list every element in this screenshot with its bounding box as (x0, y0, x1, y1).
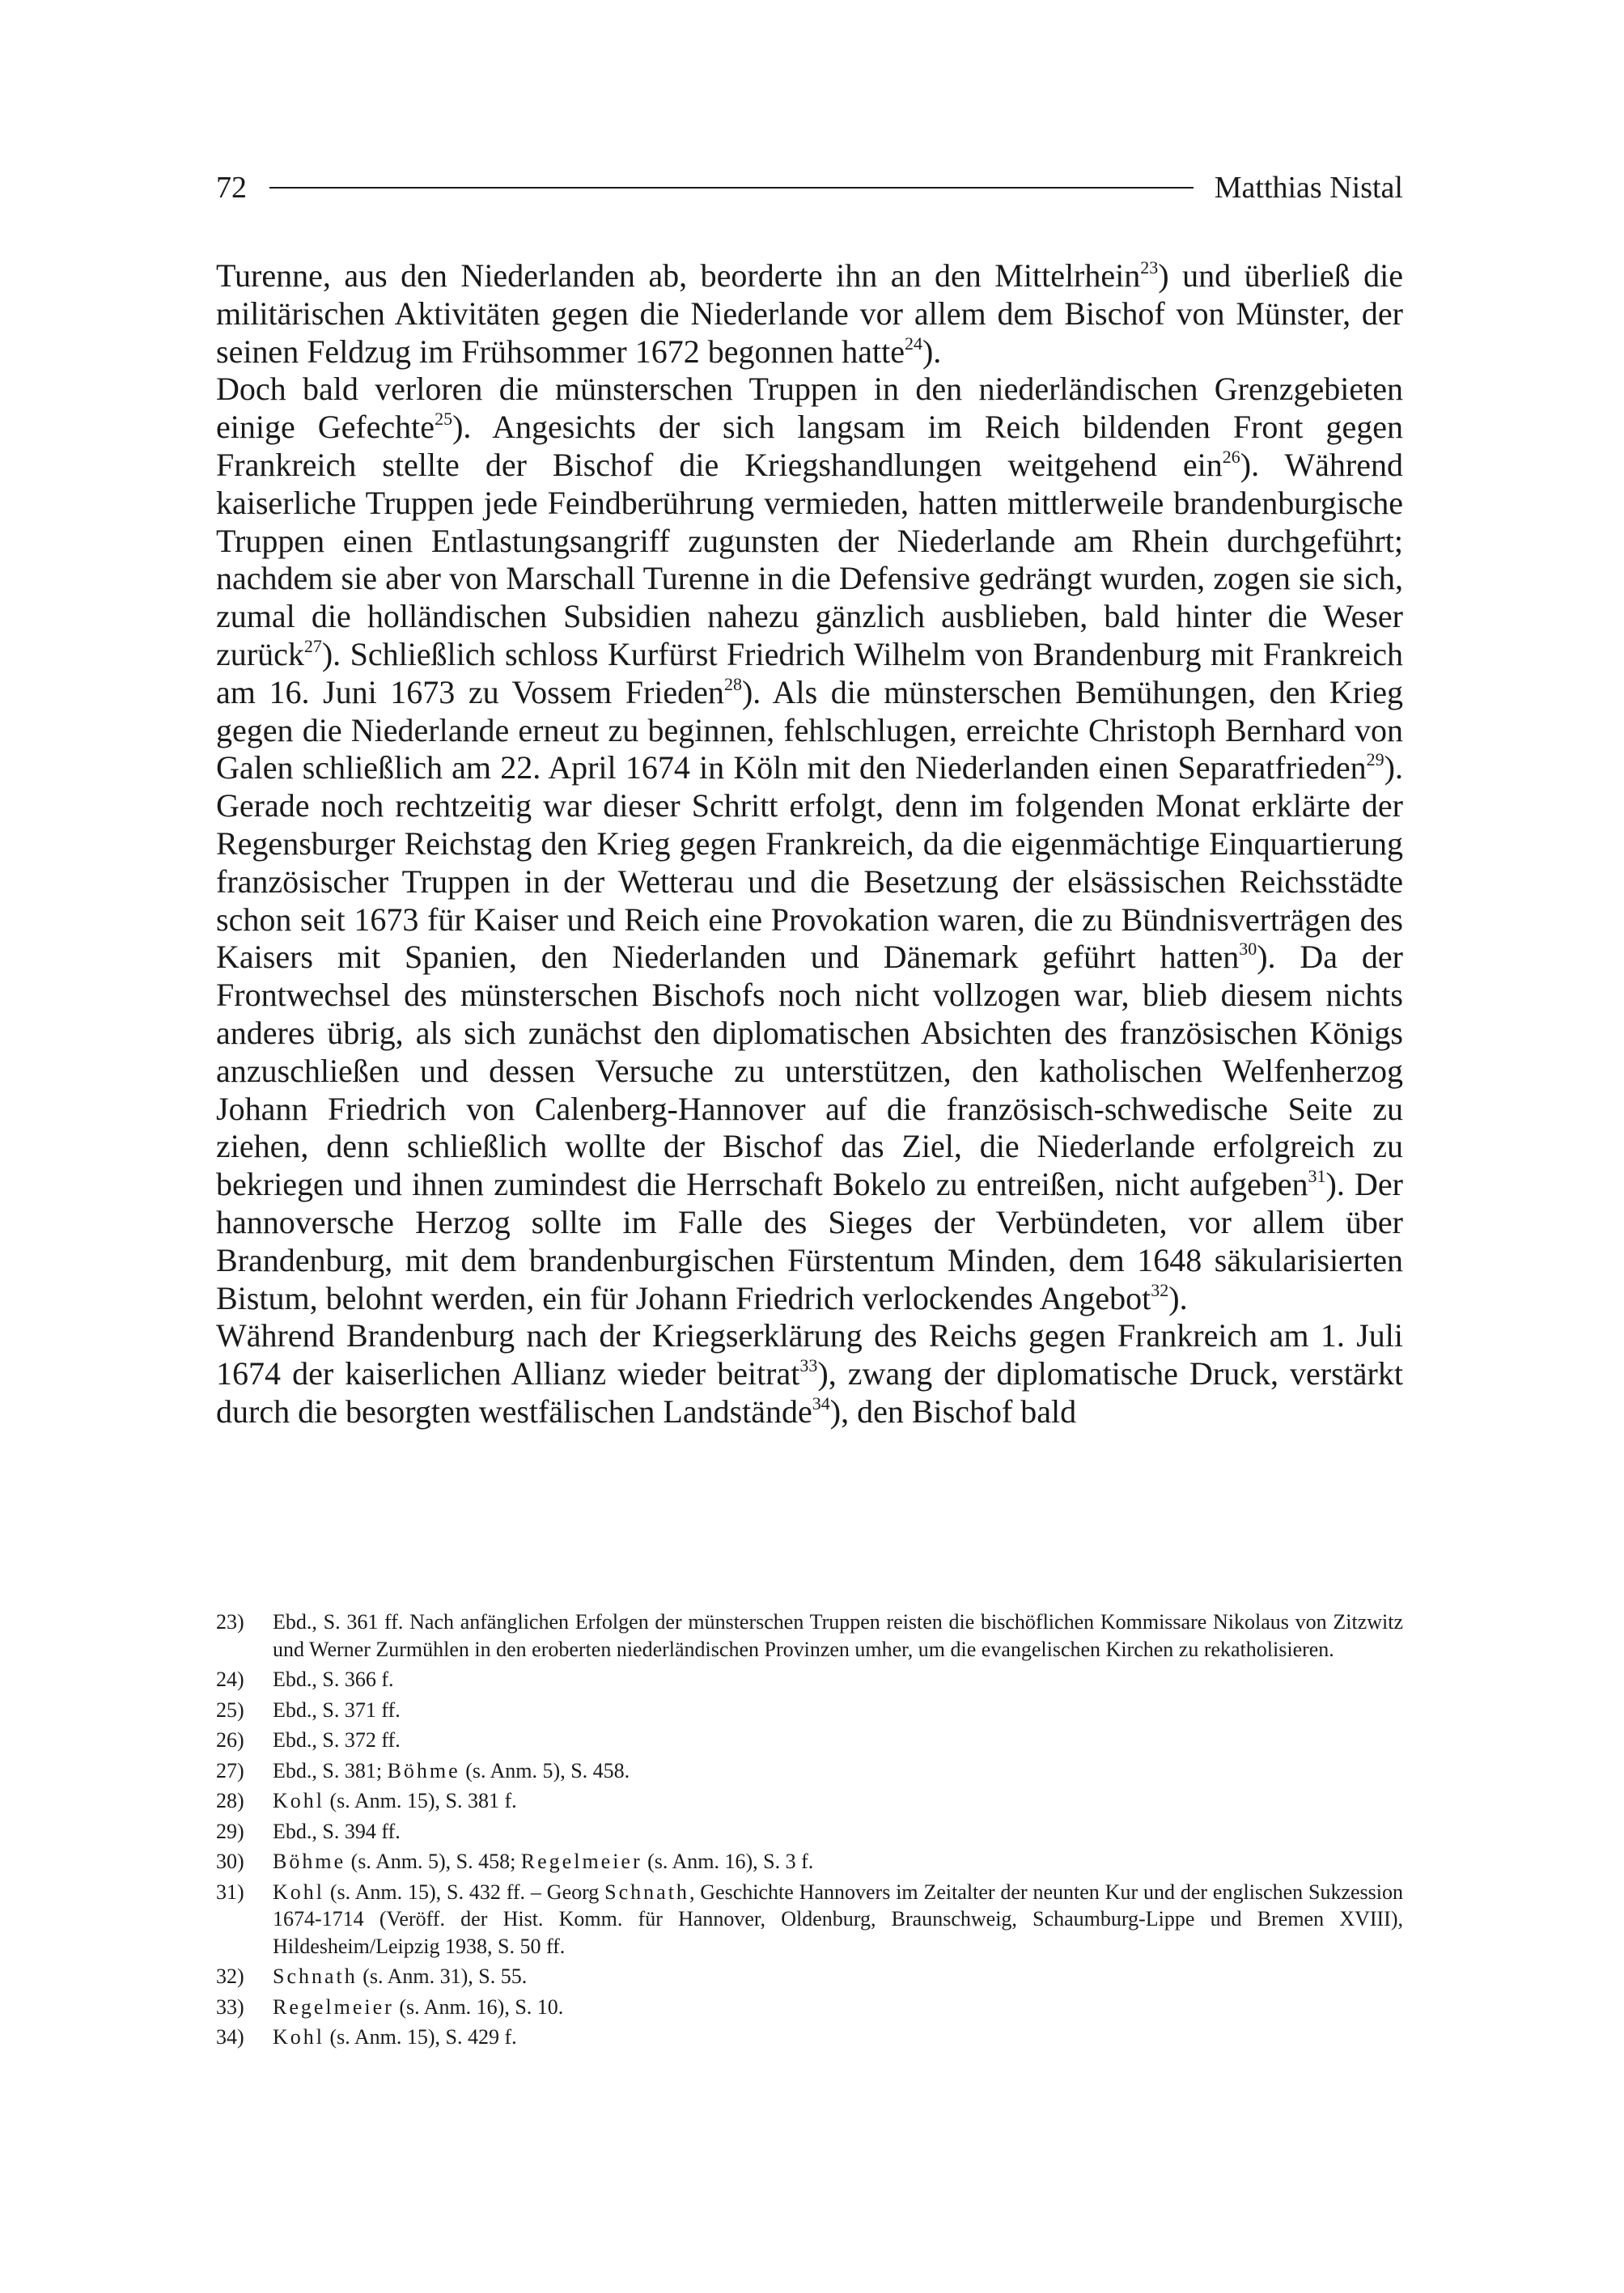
text-run: Ebd., S. 366 f. (273, 1668, 394, 1691)
footnote-marker: 23 (1140, 257, 1159, 278)
footnote-marker: 25 (435, 409, 453, 430)
footnote-marker: 31 (1308, 1166, 1326, 1187)
footnote (216, 1757, 1403, 1785)
footnote-text (273, 1666, 1403, 1693)
header-rule (269, 187, 1194, 189)
footnote-text (273, 1787, 1403, 1815)
author-name: Böhme (387, 1758, 460, 1782)
text-run: Doch bald verloren die münsterschen Truppen in den niederländischen Grenzgebieten einige Gefechte (216, 371, 1403, 446)
footnote-number: 33) (216, 1994, 244, 2019)
page-number: 72 (216, 171, 247, 205)
text-run: ), den Bischof bald (829, 1392, 1077, 1430)
text-run: (s. Anm. 16), S. 10. (393, 1994, 564, 2019)
footnote-number: 32) (216, 1965, 244, 1988)
footnote-number: 31) (216, 1880, 244, 1904)
paragraph (216, 371, 1403, 1317)
footnote (216, 1697, 1403, 1724)
footnote-number: 24) (216, 1668, 244, 1691)
text-run: (s. Anm. 31), S. 55. (357, 1965, 528, 1988)
footnote (216, 1787, 1403, 1815)
footnote (216, 1994, 1403, 2021)
page-header (216, 163, 1403, 212)
footnote-marker: 27 (303, 635, 322, 656)
footnote-marker: 34 (812, 1392, 830, 1414)
footnote-number: 28) (216, 1789, 244, 1812)
author-name: Kohl (273, 1789, 324, 1812)
text-run: (s. Anm. 15), S. 381 f. (324, 1789, 517, 1812)
footnote-marker: 24 (904, 333, 922, 354)
text-run: (s. Anm. 16), S. 3 f. (642, 1850, 814, 1873)
footnote-number: 34) (216, 2025, 244, 2049)
text-run: Ebd., S. 381; (273, 1758, 388, 1782)
text-run: ). Angesichts der sich langsam im Reich bildenden Front gegen Frankreich stellte der Bischof die Kriegshandlungen weitgehend ein (216, 409, 1404, 483)
text-run: Ebd., S. 371 ff. (273, 1697, 401, 1722)
footnote (216, 1608, 1403, 1663)
footnote (216, 1818, 1403, 1846)
footnote-text (273, 1608, 1403, 1663)
footnote-number: 25) (216, 1697, 244, 1722)
footnote (216, 1848, 1403, 1876)
author-name: Regelmeier (520, 1850, 642, 1873)
text-run: ). (1168, 1279, 1188, 1316)
text-run: , Geschichte Hannovers im Zeitalter der neunten Kur und der englischen Sukzession 1674-1714 (Veröff. der Hist. Komm. für Hannover, Oldenburg, Braunschweig, Schaumburg-Lippe und Bremen XVIII), Hildesheim/Leipzig 1938, S. 50 ff. (273, 1880, 1403, 1958)
footnote-marker: 29 (1366, 749, 1384, 770)
text-run: (s. Anm. 5), S. 458; (346, 1850, 521, 1873)
footnote-text (273, 2024, 1403, 2051)
footnote (216, 1666, 1403, 1693)
running-head: Matthias Nistal (1214, 171, 1403, 205)
text-run: Ebd., S. 372 ff. (273, 1728, 401, 1752)
text-run: ) und überließ die militärischen Aktivitäten gegen die Niederlande vor allem dem Bischof von Münster, der seinen Feldzug im Frühsommer 1672 begonnen hatte (216, 257, 1403, 370)
footnote (216, 1963, 1403, 1990)
text-run: ). Der hannoversche Herzog sollte im Falle des Sieges der Verbündeten, vor allem über Brandenburg, mit dem brandenburgischen Fürstentum Minden, dem 1648 säkularisierten Bistum, belohnt werden, ein für Johann Friedrich verlockendes Angebot (216, 1166, 1403, 1316)
footnote (216, 2024, 1403, 2051)
footnote-text (273, 1963, 1403, 1990)
footnote-text (273, 1994, 1403, 2021)
text-run: Ebd., S. 361 ff. Nach anfänglichen Erfolgen der münsterschen Truppen reisten die bischöflichen Kommissare Nikolaus von Zitzwitz und Werner Zurmühlen in den eroberten niederländischen Provinzen umher, um die evangelischen Kirchen zu rekatholisieren. (273, 1610, 1403, 1661)
footnote-marker: 30 (1239, 939, 1257, 960)
text-run: ). Schließlich schloss Kurfürst Friedrich Wilhelm von Brandenburg mit Frankreich am 16. Juni 1673 zu Vossem Frieden (216, 635, 1403, 710)
author-name: Regelmeier (273, 1994, 394, 2019)
footnote-number: 27) (216, 1758, 244, 1782)
footnote-marker: 28 (723, 673, 742, 694)
text-run: ). Gerade noch rechtzeitig war dieser Schritt erfolgt, denn im folgenden Monat erklärte der Regensburger Reichstag den Krieg gegen Frankreich, da die eigenmächtige Einquartierung französischer Truppen in der Wetterau und die Besetzung der elsässischen Reichsstädte schon seit 1673 für Kaiser und Reich eine Provokation waren, die zu Bündnisverträgen des Kaisers mit Spanien, den Niederlanden und Dänemark geführt hatten (216, 749, 1403, 976)
text-run: ), zwang der diplomatische Druck, verstärkt durch die besorgten westfälischen Landstände (216, 1355, 1403, 1430)
footnote-text (273, 1848, 1403, 1876)
text-run: Turenne, aus den Niederlanden ab, beorderte ihn an den Mittelrhein (216, 257, 1141, 294)
text-run: ). Da der Frontwechsel des münsterschen Bischofs noch nicht vollzogen war, blieb diesem nichts anderes übrig, als sich zunächst den diplomatischen Absichten des französischen Königs anzuschließen und dessen Versuche zu unterstützen, den katholischen Welfenherzog Johann Friedrich von Calenberg-Hannover auf die französisch-schwedische Seite zu ziehen, denn schließlich wollte der Bischof das Ziel, die Niederlande erfolgreich zu bekriegen und ihnen zumindest die Herrschaft Bokelo zu entreißen, nicht aufgeben (216, 939, 1403, 1203)
footnotes (216, 1608, 1403, 2054)
text-run: ). (922, 333, 942, 370)
author-name: Schnath (273, 1965, 358, 1988)
text-run: ). Als die münsterschen Bemühungen, den Krieg gegen die Niederlande erneut zu beginnen, fehlschlugen, erreichte Christoph Bernhard von Galen schließlich am 22. April 1674 in Köln mit den Niederlanden einen Separatfrieden (216, 673, 1403, 786)
text-run: Während Brandenburg nach der Kriegserklärung des Reichs gegen Frankreich am 1. Juli 1674 der kaiserlichen Allianz wieder beitrat (216, 1317, 1403, 1392)
paragraph (216, 257, 1403, 371)
text-run: (s. Anm. 15), S. 432 ff. – Georg (324, 1880, 605, 1904)
footnote-number: 26) (216, 1728, 244, 1752)
footnote (216, 1727, 1403, 1754)
footnote (216, 1879, 1403, 1960)
footnote-number: 29) (216, 1819, 244, 1843)
footnote-marker: 32 (1151, 1279, 1169, 1300)
text-run: ). Während kaiserliche Truppen jede Feindberührung vermieden, hatten mittlerweile brandenburgische Truppen einen Entlastungsangriff zugunsten der Niederlande am Rhein durchgeführt; nachdem sie aber von Marschall Turenne in die Defensive gedrängt wurden, zogen sie sich, zumal die holländischen Subsidien nahezu gänzlich ausblieben, bald hinter die Weser zurück (216, 446, 1403, 672)
text-run: (s. Anm. 5), S. 458. (460, 1758, 630, 1782)
main-text (216, 257, 1403, 1431)
author-name: Schnath (604, 1880, 689, 1904)
text-run: Ebd., S. 394 ff. (273, 1819, 401, 1843)
text-run: (s. Anm. 15), S. 429 f. (324, 2025, 517, 2049)
footnote-number: 23) (216, 1610, 244, 1634)
footnote-text (273, 1727, 1403, 1754)
footnote-number: 30) (216, 1850, 244, 1873)
footnote-text (273, 1818, 1403, 1846)
footnote-text (273, 1879, 1403, 1960)
author-name: Kohl (273, 2025, 324, 2049)
author-name: Kohl (273, 1880, 324, 1904)
footnote-marker: 33 (799, 1355, 818, 1376)
author-name: Böhme (273, 1850, 346, 1873)
footnote-marker: 26 (1222, 446, 1240, 467)
footnote-text (273, 1697, 1403, 1724)
footnote-text (273, 1757, 1403, 1785)
paragraph (216, 1317, 1403, 1430)
